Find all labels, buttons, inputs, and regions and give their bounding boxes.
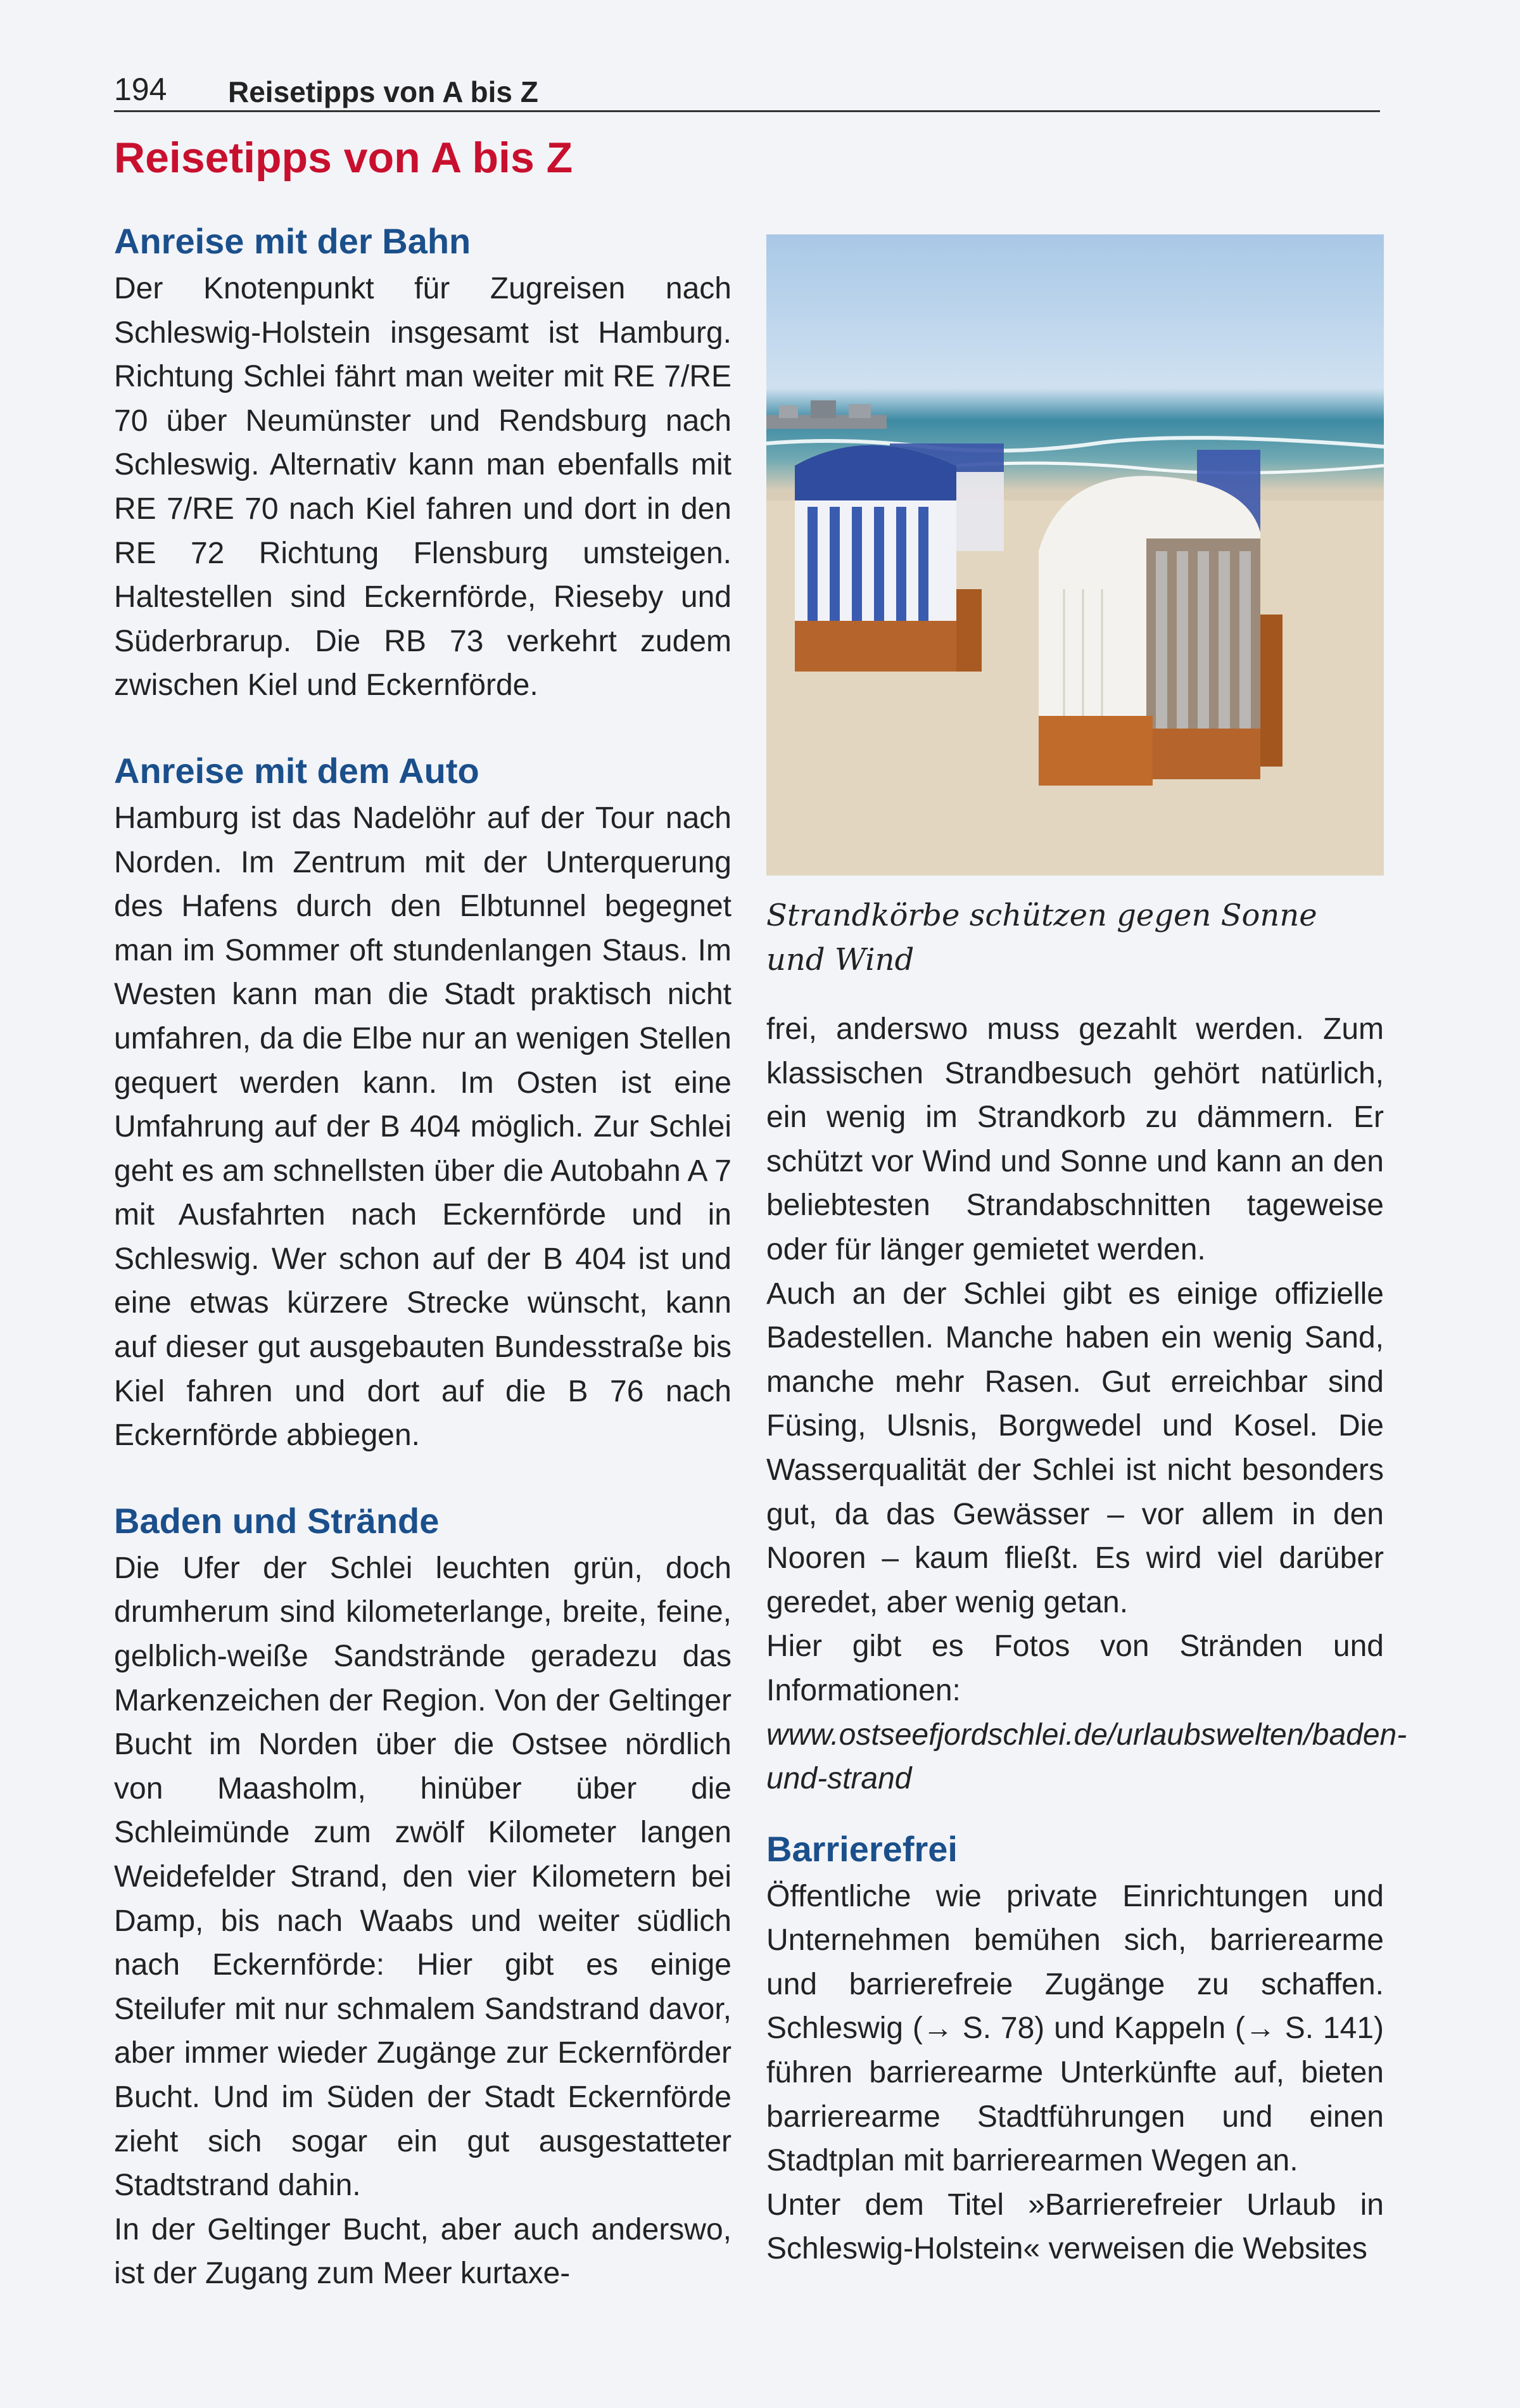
section-text-baden-3: frei, anderswo muss gezahlt werden. Zum klassischen Strandbesuch gehört natürlich, ein wenig im Strandkorb zu dämmern. Er schützt vor Wind und Sonne und kann an den beliebtesten Strandabschnitten tageweise oder für länger gemietet werden.	[766, 1012, 1384, 1266]
section-title-auto: Anreise mit dem Auto	[114, 750, 479, 791]
section-title-barriere: Barrierefrei	[766, 1828, 958, 1869]
section-text-baden-1: Die Ufer der Schlei leuchten grün, doch drumherum sind kilometerlange, breite, feine, gelblich-weiße Sandstrände geradezu das Markenzeichen der Region. Von der Geltinger Bucht im Norden über die Ostsee nördlich von Maasholm, hinüber über die Schleimünde zum zwölf Kilometer langen Weidefelder Strand, den vier Kilometern bei Damp, bis nach Waabs und weiter südlich nach Eckernförde: Hier gibt es einige Steilufer mit nur schmalem Sandstrand davor, aber immer wieder Zugänge zur Eckernförder Bucht. Und im Süden der Stadt Eckernförde zieht sich sogar ein gut ausgestatteter Stadtstrand dahin.	[114, 1551, 732, 2203]
baden-info-lead: Hier gibt es Fotos von Stränden und Informationen:	[766, 1629, 1384, 1707]
running-head: Reisetipps von A bis Z	[228, 75, 538, 108]
section-text-baden-4: Auch an der Schlei gibt es einige offizielle Badestellen. Manche haben ein wenig Sand, manche mehr Rasen. Gut erreichbar sind Füsing, Ulsnis, Borgwedel und Kosel. Die Wasserqualität der Schlei ist nicht besonders gut, da das Gewässer – vor allem in den Nooren – kaum fließt. Es wird viel darüber geredet, aber wenig getan.	[766, 1277, 1384, 1619]
page-title: Reisetipps von A bis Z	[114, 134, 573, 182]
section-text-bahn: Der Knotenpunkt für Zugreisen nach Schleswig-Holstein insgesamt ist Hamburg. Richtung Schlei fährt man weiter mit RE 7/RE 70 über Neumünster und Rendsburg nach Schleswig. Alternativ kann man ebenfalls mit RE 7/RE 70 nach Kiel fahren und dort in den RE 72 Richtung Flensburg umsteigen. Haltestellen sind Eckernförde, Rieseby und Süderbrarup. Die RB 73 verkehrt zudem zwischen Kiel und Eckernförde.	[114, 272, 732, 703]
section-text-barriere-1: Öffentliche wie private Einrichtungen und Unternehmen bemühen sich, barrierearme und barrierefreie Zugänge zu schaffen. Schleswig (→ S. 78) und Kappeln (→ S. 141) führen barrierearme Unterkünfte auf, bieten barrierearme Stadtführungen und einen Stadtplan mit barrierearmen Wegen an.	[766, 1879, 1384, 2178]
section-text-baden-5	[766, 1624, 1407, 1800]
left-column	[114, 219, 732, 2296]
page-header	[114, 71, 1380, 112]
section-title-bahn: Anreise mit der Bahn	[114, 221, 471, 261]
section-title-baden: Baden und Strände	[114, 1500, 440, 1541]
baden-info-link[interactable]: www.ostseefjordschlei.de/urlaubswelten/baden-und-strand	[766, 1717, 1407, 1796]
right-column	[766, 234, 1407, 2271]
page-number: 194	[114, 72, 167, 107]
section-text-barriere-2: Unter dem Titel »Barrierefreier Urlaub in Schleswig-Holstein« verweisen die Websites	[766, 2188, 1384, 2266]
section-text-auto: Hamburg ist das Nadelöhr auf der Tour nach Norden. Im Zentrum mit der Unterquerung des Hafens durch den Elbtunnel begegnet man im Sommer oft stundenlangen Staus. Im Westen kann man die Stadt praktisch nicht umfahren, da die Elbe nur an wenigen Stellen gequert werden kann. Im Osten ist eine Umfahrung auf der B 404 möglich. Zur Schlei geht es am schnellsten über die Autobahn A 7 mit Ausfahrten nach Eckernförde und in Schleswig. Wer schon auf der B 404 ist und eine etwas kürzere Strecke wünscht, kann auf dieser gut ausgebauten Bundesstraße bis Kiel fahren und dort auf die B 76 nach Eckernförde abbiegen.	[114, 801, 732, 1453]
beach-chairs-photo	[766, 234, 1384, 876]
photo-caption: Strandkörbe schützen gegen Sonne und Wind	[766, 898, 1317, 978]
section-text-baden-2: In der Geltinger Bucht, aber auch anderswo, ist der Zugang zum Meer kurtaxe-	[114, 2212, 732, 2291]
